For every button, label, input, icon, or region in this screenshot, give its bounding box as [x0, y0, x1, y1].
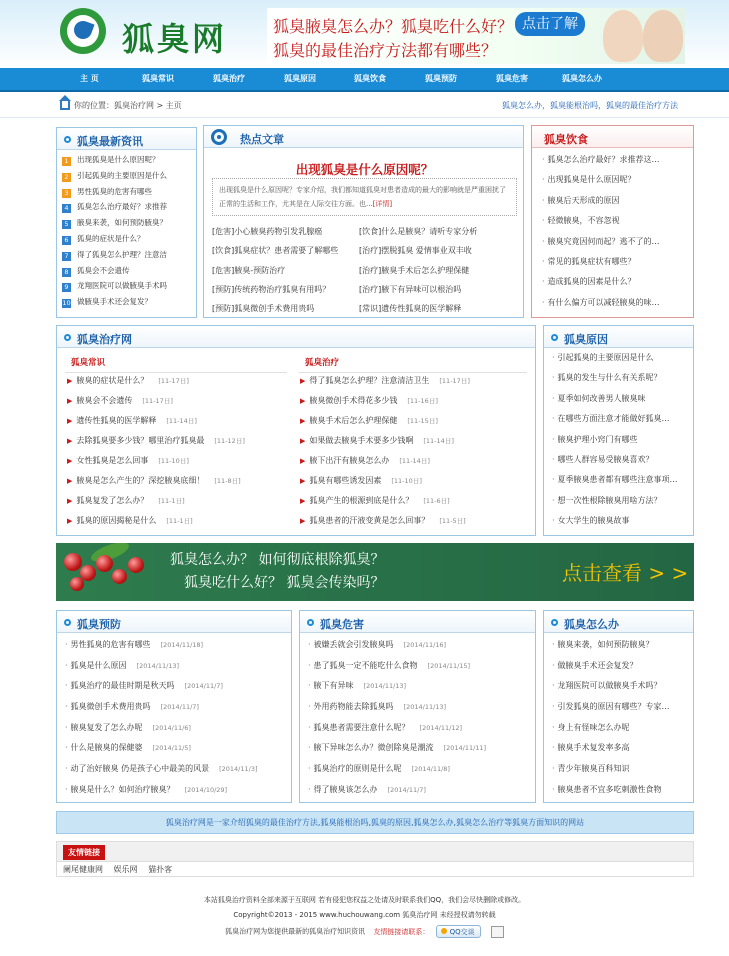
main-nav	[0, 68, 729, 92]
list-item[interactable]: · 狐臭治疗的最佳时期是秋天吗 [2014/11/7]	[65, 681, 223, 691]
list-item[interactable]: · 腋臭护理小窍门有哪些	[552, 434, 638, 444]
list-item[interactable]: ▶ 狐臭复发了怎么办？ [11-1日]	[67, 496, 185, 505]
list-item[interactable]: · 腋下异味怎么办？微创除臭是潮流 [2014/11/11]	[308, 743, 487, 753]
list-item[interactable]: · 哪些人群容易受腋臭喜欢？	[552, 454, 654, 464]
list-item[interactable]: · 得了腋臭该怎么办 [2014/11/7]	[308, 784, 426, 794]
list-item[interactable]: · 夏季如何改善男人腋臭味	[552, 393, 646, 403]
list-item[interactable]: · 男性狐臭的危害有哪些 [2014/11/18]	[65, 640, 204, 649]
list-item[interactable]: [饮食]狐臭症状？患者需要了解哪些	[212, 246, 339, 256]
prevent-box	[56, 610, 292, 803]
list-item[interactable]: · 想一次性根除腋臭用啥方法？	[552, 495, 662, 505]
logo-text: 狐臭网	[122, 20, 228, 58]
prevent-header	[57, 611, 291, 633]
list-item[interactable]: · 腋臭患者不宜多吃刺激性食物	[552, 784, 662, 794]
hot-list-right	[359, 226, 519, 318]
list-item[interactable]: · 狐臭微创手术费用贵吗 [2014/11/7]	[65, 702, 199, 712]
list-item[interactable]: ▶ 腋臭微创手术得花多少钱 [11-16日]	[300, 396, 438, 405]
list-item[interactable]: [危害]腋臭-预防治疗	[212, 265, 286, 275]
berry-icon	[96, 555, 113, 572]
list-item[interactable]: · 动了治好腋臭 仍是孩子心中最美的风景 [2014/11/3]	[65, 764, 258, 774]
list-item[interactable]: · 腋臭究竟因何而起？逃不了的…	[542, 236, 660, 246]
list-item[interactable]: · 在哪些方面注意才能做好狐臭…	[552, 414, 670, 424]
list-item[interactable]: · 女大学生的腋臭故事	[552, 516, 630, 526]
ad-line-1: 狐臭腋臭怎么办？狐臭吃什么好？	[273, 17, 514, 36]
list-item[interactable]: [治疗]摆脱狐臭 爱情事业双丰收	[359, 246, 472, 256]
friend-links-list	[63, 864, 180, 875]
list-item[interactable]: · 做腋臭手术还会复发？	[552, 660, 638, 670]
prevent-title: 狐臭预防	[77, 618, 121, 631]
list-item[interactable]: [治疗]腋臭手术后怎么护理保健	[359, 265, 470, 275]
list-item[interactable]: ▶ 狐臭有哪些诱发因素 [11-10日]	[300, 476, 422, 485]
list-item[interactable]: [危害]小心腋臭药物引发乳腺癌	[212, 227, 323, 236]
breadcrumb	[0, 94, 729, 118]
banner-line-2: 狐臭吃什么好？ 狐臭会传染吗？	[184, 575, 385, 591]
howto-box	[543, 610, 694, 803]
list-item[interactable]: · 腋臭是什么？如何治疗腋臭？ [2014/10/29]	[65, 784, 228, 794]
list-item[interactable]: ▶ 腋臭会不会遗传 [11-17日]	[67, 396, 173, 405]
harm-title: 狐臭危害	[320, 618, 364, 631]
cause-header	[544, 326, 693, 348]
nav-item-harm[interactable]: 狐臭危害	[496, 74, 528, 83]
bullet-circle-icon	[307, 619, 314, 626]
harm-box	[299, 610, 536, 803]
list-item[interactable]: ▶ 狐臭产生的根源到底是什么？ [11-6日]	[300, 496, 450, 505]
list-item[interactable]: · 身上有怪味怎么办呢	[552, 722, 630, 732]
latest-news-list	[62, 154, 202, 312]
promo-banner[interactable]	[56, 543, 694, 601]
list-item[interactable]: 10 做腋臭手术还会复发？	[62, 297, 152, 308]
hot-articles-header	[204, 126, 523, 148]
logo-mark-icon	[60, 8, 106, 54]
howto-list	[552, 639, 692, 803]
breadcrumb-right-links[interactable]: 狐臭怎么办，狐臭能根治吗，狐臭的最佳治疗方法	[502, 101, 678, 110]
list-item[interactable]: ▶ 狐臭的原因揭秘是什么 [11-1日]	[67, 516, 193, 525]
list-item[interactable]: · 狐臭的发生与什么有关系呢？	[552, 373, 662, 383]
hot-headline[interactable]: 出现狐臭是什么原因呢？	[295, 162, 434, 177]
nav-item-howto[interactable]: 狐臭怎么办	[562, 74, 602, 83]
list-item[interactable]: 4 狐臭怎么治疗最好？求推荐	[62, 201, 202, 217]
divider	[65, 372, 287, 373]
latest-news-header	[57, 128, 196, 150]
list-item[interactable]: ▶ 如果做去腋臭手术要多少钱啊 [11-14日]	[300, 436, 454, 445]
nav-item-cause[interactable]: 狐臭原因	[284, 74, 316, 83]
list-item[interactable]: 1 出现狐臭是什么原因呢？	[62, 154, 202, 170]
breadcrumb-text: 你的位置：狐臭治疗网 > 主页	[74, 101, 182, 110]
nav-item-knowledge[interactable]: 狐臭常识	[142, 74, 174, 83]
list-item[interactable]: · 出现狐臭是什么原因呢？	[542, 175, 636, 185]
list-item[interactable]: 6 狐臭的症状是什么？	[62, 233, 202, 249]
stats-icon[interactable]	[491, 926, 504, 938]
list-item[interactable]: ▶ 去除狐臭要多少钱？哪里治疗狐臭最 [11-12日]	[67, 436, 245, 445]
list-item[interactable]: · 腋臭来袭，如何预防腋臭？	[552, 640, 654, 649]
hot-articles-title: 热点文章	[240, 133, 284, 146]
list-item[interactable]: 5 腋臭来袭，如何预防腋臭？	[62, 217, 202, 233]
list-item[interactable]: ▶ 腋臭是怎么产生的？深挖腋臭底细！ [11-8日]	[67, 476, 241, 485]
list-item[interactable]: ▶ 腋臭手术后怎么护理保健 [11-15日]	[300, 416, 438, 425]
diet-title: 狐臭饮食	[544, 133, 588, 146]
friend-link[interactable]: 阑尾健康网	[63, 865, 103, 874]
list-item[interactable]: · 患了狐臭一定不能吃什么食物 [2014/11/15]	[308, 660, 471, 670]
nav-item-treatment[interactable]: 狐臭治疗	[213, 74, 245, 83]
list-item[interactable]: ▶ 腋臭的症状是什么？ [11-17日]	[67, 376, 189, 385]
list-item[interactable]: · 狐臭患者需要注意什么呢？ [2014/11/12]	[308, 722, 463, 732]
bullet-circle-icon	[64, 619, 71, 626]
list-item[interactable]: · 造成狐臭的因素是什么？	[542, 277, 636, 287]
diet-header	[532, 126, 693, 148]
bullet-circle-icon	[64, 334, 71, 341]
qq-chat-button[interactable]: QQ交谈	[436, 925, 481, 938]
bullet-circle-icon	[551, 619, 558, 626]
home-icon	[60, 101, 70, 110]
friend-link[interactable]: 娱乐网	[113, 865, 138, 874]
knowledge-list	[67, 375, 297, 535]
list-item[interactable]: 8 狐臭会不会遗传	[62, 265, 202, 281]
footer-link-contact: 友情链接请联系：	[373, 927, 430, 936]
list-item[interactable]: · 引起狐臭的主要原因是什么	[552, 353, 654, 362]
divider	[299, 372, 527, 373]
cause-box	[543, 325, 694, 536]
list-item[interactable]: 3 男性狐臭的危害有哪些	[62, 186, 202, 202]
bullet-circle-icon	[64, 136, 71, 143]
friend-links-box	[56, 841, 694, 877]
footer-contact	[0, 925, 729, 938]
prevent-list	[65, 639, 285, 803]
site-logo[interactable]	[60, 8, 250, 60]
list-item[interactable]: ▶ 狐臭患者的汗液变黄是怎么回事？ [11-5日]	[300, 516, 466, 525]
footer-notice: 本站狐臭治疗资料全部来源于互联网 若有侵犯您权益之处请及时联系我们QQ，我们会尽快删除或修改。	[203, 896, 526, 904]
ad-learn-more-button[interactable]: 点击了解	[515, 12, 585, 36]
treatment-subtitle[interactable]: 狐臭治疗	[305, 358, 340, 368]
list-item[interactable]: [预防]狐臭微创手术费用贵吗	[212, 304, 315, 314]
list-item[interactable]: [治疗]腋下有异味可以根治吗	[359, 284, 462, 294]
list-item[interactable]: · 常见的狐臭症状有哪些？	[542, 256, 636, 266]
diet-box	[531, 125, 694, 318]
treatment-box	[56, 325, 536, 536]
berry-icon	[112, 569, 127, 584]
ad-person-image	[643, 10, 683, 62]
berry-icon	[128, 557, 144, 573]
treatment-title: 狐臭治疗网	[77, 333, 132, 346]
list-item[interactable]: · 腋臭手术复发率多高	[552, 743, 630, 753]
berry-icon	[64, 553, 82, 571]
friend-links-title: 友情链接	[63, 845, 105, 860]
howto-title: 狐臭怎么办	[564, 618, 619, 631]
ad-line-2: 狐臭的最佳治疗方法都有哪些？	[273, 41, 498, 60]
target-icon	[211, 129, 227, 145]
list-item[interactable]: · 夏季腋臭患者都有哪些注意事项…	[552, 475, 678, 485]
list-item[interactable]: · 狐臭治疗的原则是什么呢 [2014/11/8]	[308, 764, 450, 774]
read-more-link[interactable]: [详情]	[372, 200, 393, 208]
harm-list	[308, 639, 528, 803]
cause-list	[552, 352, 692, 536]
list-item[interactable]: [饮食]什么是腋臭？请听专家分析	[359, 227, 478, 236]
friend-link[interactable]: 猫扑客	[148, 865, 173, 874]
hot-articles-box	[203, 125, 524, 318]
list-item[interactable]: ▶ 遗传性狐臭的医学解释 [11-14日]	[67, 416, 197, 425]
friend-links-header	[57, 842, 693, 862]
howto-header	[544, 611, 693, 633]
berry-icon	[70, 577, 84, 591]
list-item[interactable]: · 青少年腋臭百科知识	[552, 764, 630, 774]
latest-news-title: 狐臭最新资讯	[77, 135, 143, 148]
list-item[interactable]: · 有什么偏方可以减轻腋臭的味…	[542, 297, 660, 307]
cause-title: 狐臭原因	[564, 333, 608, 346]
list-item[interactable]: · 被嫌丢就会引发腋臭吗 [2014/11/16]	[308, 640, 447, 649]
list-item[interactable]: 2 引起狐臭的主要原因是什么	[62, 170, 202, 186]
list-item[interactable]: [常识]遗传性狐臭的医学解释	[359, 304, 462, 314]
nav-item-prevent[interactable]: 狐臭预防	[425, 74, 457, 83]
harm-header	[300, 611, 535, 633]
footer-info: 狐臭治疗网为您提供最新的狐臭治疗知识资讯	[225, 927, 366, 936]
list-item[interactable]: ▶ 得了狐臭怎么护理？注意清洁卫生 [11-17日]	[300, 376, 470, 385]
bullet-circle-icon	[551, 334, 558, 341]
list-item[interactable]: · 狐臭怎么治疗最好？求推荐这…	[542, 155, 660, 164]
list-item[interactable]: · 轻微腋臭，不容忽视	[542, 216, 620, 226]
list-item[interactable]: · 腋臭复发了怎么办呢 [2014/11/6]	[65, 722, 191, 732]
diet-list	[542, 154, 682, 317]
list-item[interactable]: ▶ 女性狐臭是怎么回事 [11-10日]	[67, 456, 189, 465]
ad-person-image	[603, 10, 643, 62]
treatment-list	[300, 375, 530, 535]
list-item[interactable]: · 外用药物能去除狐臭吗 [2014/11/13]	[308, 702, 447, 712]
hot-list-left	[212, 226, 372, 318]
footer-copyright: Copyright©2013 - 2015 www.huchouwang.com 狐臭治疗网 未经授权请勿转载	[233, 911, 496, 919]
qq-icon	[441, 928, 447, 934]
list-item[interactable]: · 腋臭后天形成的原因	[542, 195, 620, 205]
nav-item-home[interactable]: 主 页	[80, 74, 99, 83]
list-item[interactable]: · 狐臭是什么原因 [2014/11/13]	[65, 660, 180, 670]
knowledge-subtitle[interactable]: 狐臭常识	[71, 358, 106, 368]
list-item[interactable]: 9 龙翔医院可以做腋臭手术吗	[62, 280, 202, 296]
list-item[interactable]: 7 得了狐臭怎么护理？注意洁	[62, 249, 202, 265]
banner-line-1: 狐臭怎么办？ 如何彻底根除狐臭？	[170, 552, 385, 568]
treatment-header	[57, 326, 535, 348]
nav-item-diet[interactable]: 狐臭饮食	[354, 74, 386, 83]
list-item[interactable]: · 引发狐臭的原因有哪些？专家…	[552, 702, 670, 712]
site-intro-bar: 狐臭治疗网是一家介绍狐臭的最佳治疗方法,狐臭能根治吗,狐臭的原因,狐臭怎么办,狐臭怎么治疗等狐臭方面知识的网站	[56, 811, 694, 834]
site-header	[0, 0, 729, 68]
list-item[interactable]: · 腋下有异味 [2014/11/13]	[308, 681, 407, 691]
list-item[interactable]: [预防]传统药物治疗狐臭有用吗？	[212, 284, 331, 294]
list-item[interactable]: ▶ 腋下出汗有腋臭怎么办 [11-14日]	[300, 456, 430, 465]
hot-summary: 出现狐臭是什么原因呢？专家介绍，我们都知道狐臭对患者造成的最大的影响就是严重困扰了正常的生活和工作，尤其是在人际交往方面。也...[详情]	[212, 178, 517, 216]
banner-cta[interactable]: 点击查看 > >	[562, 561, 689, 585]
list-item[interactable]: · 龙翔医院可以做腋臭手术吗？	[552, 681, 662, 691]
header-ad-banner[interactable]	[267, 8, 685, 64]
list-item[interactable]: · 什么是腋臭的保健婆 [2014/11/5]	[65, 743, 191, 753]
